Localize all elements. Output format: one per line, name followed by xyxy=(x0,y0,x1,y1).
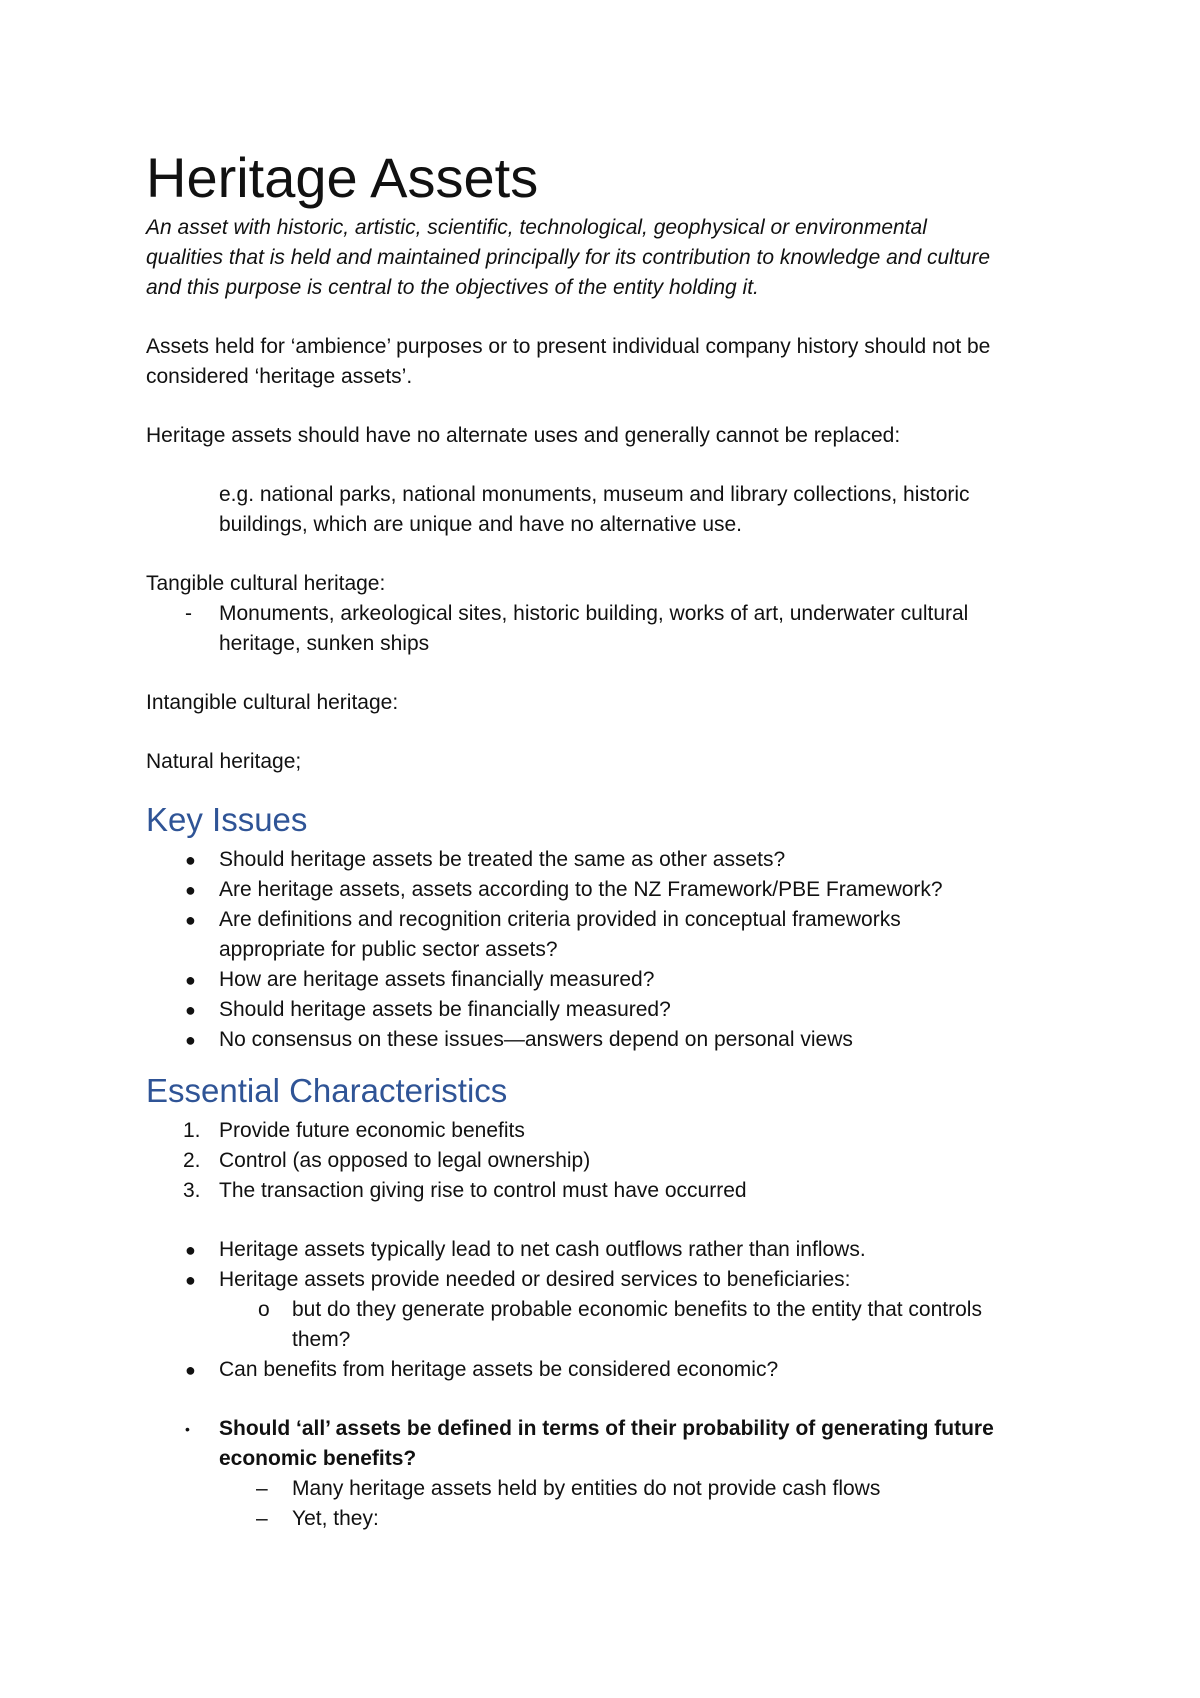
key-issue-item: appropriate for public sector assets? xyxy=(219,938,558,961)
bullet-dot-icon: ● xyxy=(185,970,196,990)
characteristic-bullet-item: Heritage assets typically lead to net cash outflows rather than inflows. xyxy=(219,1238,866,1261)
sub-bullet-marker: o xyxy=(258,1298,270,1321)
bullet-dot-icon: ● xyxy=(185,1360,196,1380)
tangible-heritage-item: Monuments, arkeological sites, historic building, works of art, underwater cultural xyxy=(219,602,969,625)
dash-bullet-marker: – xyxy=(256,1507,268,1530)
bullet-dot-icon: ● xyxy=(185,880,196,900)
definition-line: qualities that is held and maintained principally for its contribution to knowledge and culture xyxy=(146,246,990,269)
tangible-heritage-item: heritage, sunken ships xyxy=(219,632,430,655)
numbered-item: Control (as opposed to legal ownership) xyxy=(219,1149,591,1172)
examples-line: buildings, which are unique and have no alternative use. xyxy=(219,513,743,536)
dash-bullet-marker: – xyxy=(256,1477,268,1500)
page-title: Heritage Assets xyxy=(146,146,539,209)
sub-bullet-item: but do they generate probable economic benefits to the entity that controls xyxy=(292,1298,982,1321)
bullet-dot-icon: ● xyxy=(185,1000,196,1020)
key-issue-item: Should heritage assets be treated the same as other assets? xyxy=(219,848,786,871)
intangible-heritage-label: Intangible cultural heritage: xyxy=(146,691,399,714)
alternate-uses-paragraph: Heritage assets should have no alternate uses and generally cannot be replaced: xyxy=(146,424,901,447)
key-issue-item: No consensus on these issues—answers depend on personal views xyxy=(219,1028,853,1051)
dash-bullet-marker: - xyxy=(185,602,192,625)
bullet-dot-icon: ● xyxy=(185,1240,196,1260)
small-bullet-dot-icon: • xyxy=(185,1421,190,1437)
essential-characteristics-heading: Essential Characteristics xyxy=(146,1072,508,1109)
sub-bullet-item: them? xyxy=(292,1328,351,1351)
examples-line: e.g. national parks, national monuments, museum and library collections, historic xyxy=(219,483,970,506)
bullet-dot-icon: ● xyxy=(185,910,196,930)
natural-heritage-label: Natural heritage; xyxy=(146,750,302,773)
bold-question-item: economic benefits? xyxy=(219,1447,417,1470)
tangible-heritage-label: Tangible cultural heritage: xyxy=(146,572,386,595)
key-issue-item: Are heritage assets, assets according to the NZ Framework/PBE Framework? xyxy=(219,878,943,901)
definition-line: An asset with historic, artistic, scientific, technological, geophysical or environmental xyxy=(146,216,927,239)
list-number: 2. xyxy=(183,1149,201,1172)
list-number: 3. xyxy=(183,1179,201,1202)
bullet-dot-icon: ● xyxy=(185,850,196,870)
bold-question-item: Should ‘all’ assets be defined in terms of their probability of generating future xyxy=(219,1417,994,1440)
bullet-dot-icon: ● xyxy=(185,1270,196,1290)
key-issue-item: How are heritage assets financially measured? xyxy=(219,968,655,991)
bullet-dot-icon: ● xyxy=(185,1030,196,1050)
key-issues-heading: Key Issues xyxy=(146,801,308,838)
ambience-paragraph-line: considered ‘heritage assets’. xyxy=(146,365,413,388)
characteristic-bullet-item: Heritage assets provide needed or desired services to beneficiaries: xyxy=(219,1268,851,1291)
characteristic-bullet-item: Can benefits from heritage assets be considered economic? xyxy=(219,1358,779,1381)
definition-line: and this purpose is central to the objectives of the entity holding it. xyxy=(146,276,759,299)
list-number: 1. xyxy=(183,1119,201,1142)
ambience-paragraph-line: Assets held for ‘ambience’ purposes or to present individual company history should not be xyxy=(146,335,991,358)
dash-item: Many heritage assets held by entities do not provide cash flows xyxy=(292,1477,881,1500)
key-issue-item: Should heritage assets be financially measured? xyxy=(219,998,671,1021)
dash-item: Yet, they: xyxy=(292,1507,379,1530)
key-issue-item: Are definitions and recognition criteria provided in conceptual frameworks xyxy=(219,908,901,931)
numbered-item: The transaction giving rise to control must have occurred xyxy=(219,1179,747,1202)
numbered-item: Provide future economic benefits xyxy=(219,1119,525,1142)
